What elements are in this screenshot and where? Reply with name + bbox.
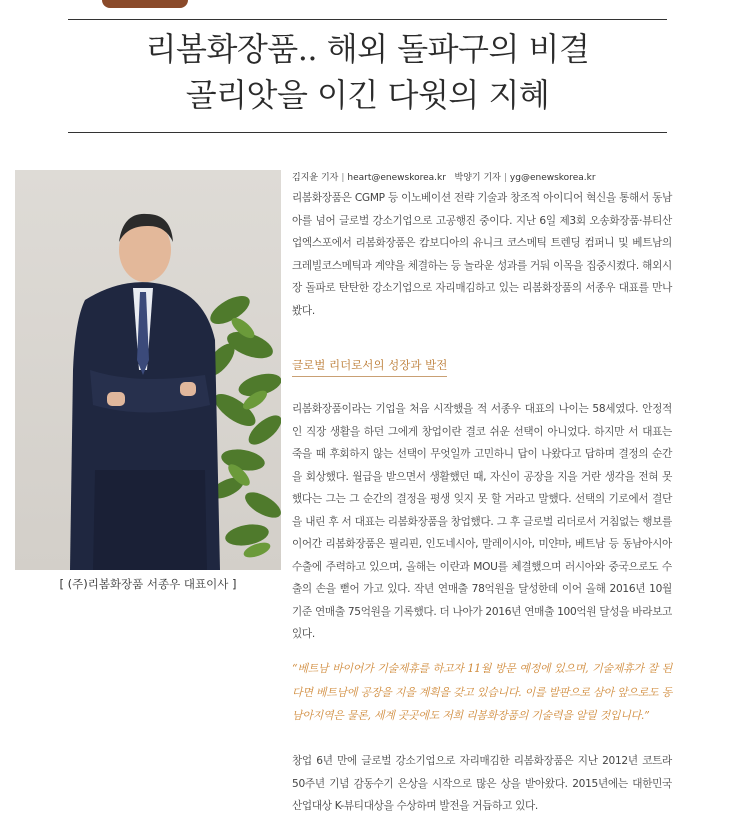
photo-caption: [ (주)리봄화장품 서종우 대표이사 ] xyxy=(59,577,237,591)
reporter-email-1: heart@enewskorea.kr xyxy=(347,173,446,183)
headline-bottom-rule xyxy=(68,132,667,133)
byline-divider: | xyxy=(503,173,507,183)
byline xyxy=(292,170,672,183)
article-lead: 리봄화장품은 CGMP 등 이노베이션 전략 기술과 창조적 아이디어 혁신을 통해서 동남아를 넘어 글로벌 강소기업으로 고공행진 중이다. 지난 6일 제3회 오송화장품·뷰티산업엑스포에서 리봄화장품은 캄보디아의 유니크 코스메틱 트렌딩 컴퍼니 및 베트남의 크레빌코스메틱과 계약을 체결하는 등 놀라운 성과를 거둬 이목을 집중시켰다. 해외시장 돌파로 탄탄한 강소기업으로 자리매김하고 있는 리봄화장품의 서종우 대표를 만나봤다. xyxy=(292,192,672,317)
pull-quote: “베트남 바이어가 기술제휴를 하고자 11월 방문 예정에 있으며, 기술제휴가 잘 된다면 베트남에 공장을 지을 계획을 갖고 있습니다. 이를 발판으로 삼아 앞으로도 동남아지역은 물론, 세계 곳곳에도 저희 리봄화장품의 기술력을 알릴 것입니다.” xyxy=(292,662,672,722)
headline-line-2: 골리앗을 이긴 다윗의 지혜 xyxy=(185,76,550,114)
section-title: 글로벌 리더로서의 성장과 발전 xyxy=(292,357,447,377)
byline-divider: | xyxy=(341,173,345,183)
article-body: 리봄화장품이라는 기업을 처음 시작했을 적 서종우 대표의 나이는 58세였다. 안정적인 직장 생활을 하던 그에게 창업이란 결코 쉬운 선택이 아니었다. 하지만 서 대표는 죽을 때 후회하지 않는 선택이 무엇일까 고민하니 답이 나왔다고 답하며 결정의 순간을 회상했다. 월급을 받으면서 생활했던 때, 자신이 공장을 지을 거란 생각을 전혀 못 했다는 그는 그 순간의 결정을 평생 잊지 못 할 거라고 말했다. 선택의 기로에서 결단을 내린 후 서 대표는 리봄화장품을 창업했다. 그 후 글로벌 리더로서 거침없는 행보를 이어간 리봄화장품은 필리핀, 인도네시아, 말레이시아, 미얀마, 베트남 등 동남아시아 수출에 주력하고 있으며, 올해는 이란과 MOU를 체결했으며 러시아와 중국으로도 수출의 손을 뻗어 가고 있다. 작년 연매출 78억원을 달성한데 이어 올해 2016년 10월 기준 연매출 75억원을 기록했다. 더 나아가 2016년 연매출 100억원 달성을 바라보고 있다. xyxy=(292,403,672,640)
header-tab-decoration xyxy=(102,0,188,8)
article-closing: 창업 6년 만에 글로벌 강소기업으로 자리매김한 리봄화장품은 지난 2012년 코트라 50주년 기념 감동수기 은상을 시작으로 많은 상을 받아왔다. 2015년에는 대한민국 산업대상 K-뷰티대상을 수상하며 발전을 거듭하고 있다. xyxy=(292,755,672,812)
headline-line-1: 리봄화장품.. 해외 돌파구의 비결 xyxy=(145,30,590,68)
reporter-email-2: yg@enewskorea.kr xyxy=(509,173,596,183)
headline-top-rule xyxy=(68,19,667,20)
headline xyxy=(68,26,667,118)
reporter-name-2: 박양기 기자 xyxy=(454,173,501,183)
ceo-portrait-photo xyxy=(15,170,281,570)
reporter-name-1: 김지윤 기자 xyxy=(292,173,339,183)
